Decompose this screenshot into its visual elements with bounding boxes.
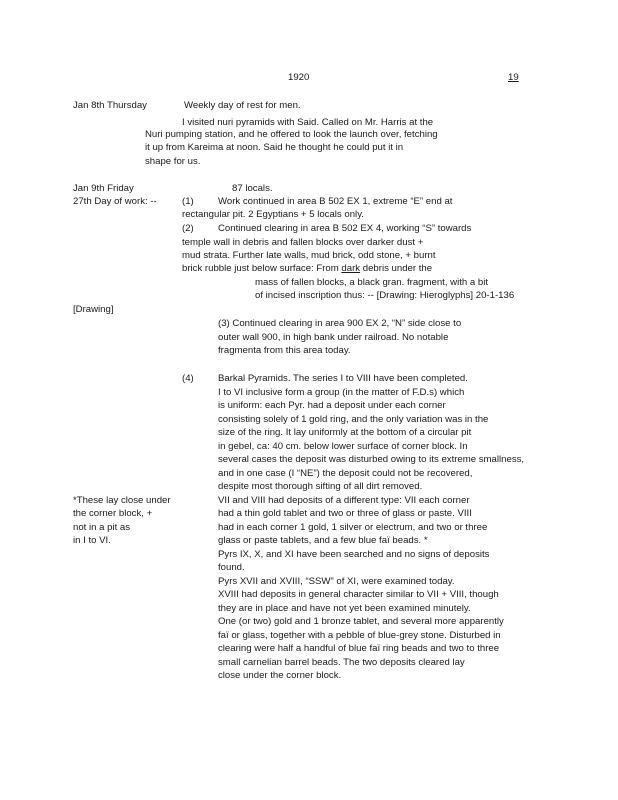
entry-line: of incised inscription thus: -- [Drawing: Hieroglyphs] 20-1-136 bbox=[255, 290, 515, 301]
entry-line: had in each corner 1 gold, 1 silver or electrum, and two or three bbox=[218, 522, 488, 533]
drawing-note: [Drawing] bbox=[73, 304, 114, 315]
entry-date: Jan 8th Thursday bbox=[73, 100, 147, 111]
locals-count: 87 locals. bbox=[232, 183, 273, 194]
entry-line: is uniform: each Pyr. had a deposit under each corner bbox=[218, 400, 446, 411]
entry-line: consisting solely of 1 gold ring, and the only variation was in the bbox=[218, 414, 489, 425]
entry-line: XVIII had deposits in general character similar to VII + VIII, though bbox=[218, 589, 499, 600]
entry-line: faï or glass, together with a pebble of blue-grey stone. Disturbed in bbox=[218, 630, 501, 641]
entry-line: I visited nuri pyramids with Said. Called on Mr. Harris at the bbox=[182, 117, 434, 128]
entry-line: Pyrs IX, X, and XI have been searched and no signs of deposits bbox=[218, 549, 490, 560]
entry-line: small carnelian barrel beads. The two deposits cleared lay bbox=[218, 657, 465, 668]
entry-line: fragmenta from this area today. bbox=[218, 345, 351, 356]
entry-line: Nuri pumping station, and he offered to look the launch over, fetching bbox=[145, 129, 438, 140]
entry-line: Weekly day of rest for men. bbox=[184, 100, 301, 111]
margin-note-line: in I to VI. bbox=[73, 535, 111, 546]
entry-line: and in one case (I “NE”) the deposit could not be recovered, bbox=[218, 468, 473, 479]
paragraph-number: (2) bbox=[182, 223, 194, 234]
entry-line: found. bbox=[218, 562, 245, 573]
text-run: debris under the bbox=[360, 263, 433, 274]
entry-line: size of the ring. It lay uniformly at the bottom of a circular pit bbox=[218, 427, 472, 438]
paragraph-number: (1) bbox=[182, 196, 194, 207]
page-number: 19 bbox=[508, 72, 519, 83]
entry-line: despite most thorough sifting of all dirt removed. bbox=[218, 481, 423, 492]
margin-note-line: not in a pit as bbox=[73, 522, 131, 533]
entry-line: in gebel, ca: 40 cm. below lower surface of corner block. In bbox=[218, 441, 468, 452]
entry-line: Continued clearing in area B 502 EX 4, working “S” towards bbox=[218, 223, 472, 234]
entry-line: clearing were half a handful of blue faï ring beads and two to three bbox=[218, 643, 500, 654]
entry-line: it up from Kareima at noon. Said he thought he could put it in bbox=[145, 142, 404, 153]
entry-line: rectangular pit. 2 Egyptians + 5 locals only. bbox=[182, 209, 364, 220]
entry-line: Work continued in area B 502 EX 1, extreme “E” end at bbox=[218, 196, 453, 207]
entry-line: Pyrs XVII and XVIII, “SSW” of XI, were examined today. bbox=[218, 576, 455, 587]
entry-line: glass or paste tablets, and a few blue faï beads. * bbox=[218, 535, 428, 546]
entry-workday: 27th Day of work: -- bbox=[73, 196, 157, 207]
text-run: brick rubble just below surface: From bbox=[182, 263, 342, 274]
entry-line: close under the corner block. bbox=[218, 670, 342, 681]
entry-line: I to VI inclusive form a group (in the matter of F.D.s) which bbox=[218, 387, 465, 398]
entry-line: mud strata. Further late walls, mud brick, odd stone, + burnt bbox=[182, 250, 436, 261]
margin-note-line: the corner block, + bbox=[73, 508, 153, 519]
entry-line: outer wall 900, in high bank under railroad. No notable bbox=[218, 332, 449, 343]
entry-date: Jan 9th Friday bbox=[73, 183, 134, 194]
entry-line: Barkal Pyramids. The series I to VIII have been completed. bbox=[218, 373, 468, 384]
margin-note-line: *These lay close under bbox=[73, 495, 171, 506]
entry-line: several cases the deposit was disturbed owing to its extreme smallness, bbox=[218, 454, 525, 465]
underlined-word: dark bbox=[341, 263, 361, 274]
entry-line: One (or two) gold and 1 bronze tablet, and several more apparently bbox=[218, 616, 504, 627]
entry-line: shape for us. bbox=[145, 156, 201, 167]
entry-line: VII and VIII had deposits of a different type: VII each corner bbox=[218, 495, 470, 506]
entry-line: had a thin gold tablet and two or three of glass or paste. VIII bbox=[218, 508, 472, 519]
entry-line: (3) Continued clearing in area 900 EX 2, “N” side close to bbox=[218, 318, 462, 329]
entry-line: temple wall in debris and fallen blocks over darker dust + bbox=[182, 237, 424, 248]
entry-line: mass of fallen blocks, a black gran. fragment, with a bit bbox=[255, 277, 489, 288]
page-year: 1920 bbox=[288, 72, 310, 83]
entry-line: they are in place and have not yet been examined minutely. bbox=[218, 603, 471, 614]
paragraph-number: (4) bbox=[182, 373, 194, 384]
entry-line bbox=[182, 264, 432, 274]
